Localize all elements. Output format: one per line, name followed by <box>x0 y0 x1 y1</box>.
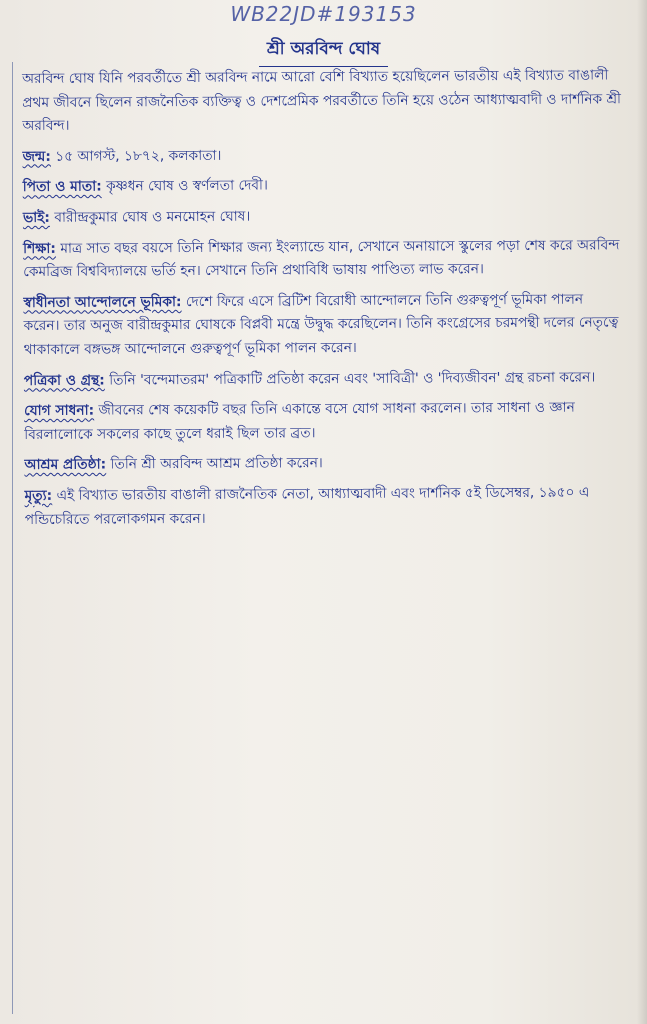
handwritten-body <box>22 64 625 539</box>
section-freedom-movement <box>23 288 623 362</box>
header-code: WB22JD#193153 <box>230 2 417 26</box>
section-label-education: শিক্ষা: <box>23 240 56 257</box>
section-education <box>23 234 623 285</box>
section-text-publications: তিনি 'বন্দেমাতরম' পত্রিকাটি প্রতিষ্ঠা করেন এবং 'সাবিত্রী' ও 'দিব্যজীবন' গ্রন্থ রচনা করেন। <box>109 369 596 389</box>
section-brothers <box>23 203 623 230</box>
page-title-wrap <box>0 36 647 67</box>
section-text-yoga: জীবনের শেষ কয়েকটি বছর তিনি একান্তে বসে যোগ সাধনা করলেন। তার সাধনা ও জ্ঞান বিরলালোকে সকলের কাছে তুলে ধরাই ছিল তার ব্রত। <box>24 399 575 443</box>
section-label-death: মৃত্যু: <box>24 487 53 504</box>
page-shadow <box>637 0 647 1024</box>
section-label-publications: পত্রিকা ও গ্রন্থ: <box>23 372 105 389</box>
section-yoga <box>24 396 624 447</box>
section-text-death: এই বিখ্যাত ভারতীয় বাঙালী রাজনৈতিক নেতা, আধ্যাত্মবাদী এবং দার্শনিক ৫ই ডিসেম্বর, ১৯৫০ এ পন্ডিচেরিতে পরলোকগমন করেন। <box>24 484 590 528</box>
section-text-freedom-movement: দেশে ফিরে এসে ব্রিটিশ বিরোধী আন্দোলনে তিনি গুরুত্বপূর্ণ ভূমিকা পালন করেন। তার অনুজ বারীন্দ্রকুমার ঘোষকে বিপ্লবী মন্ত্রে উদ্বুদ্ধ করেছিলেন। তিনি কংগ্রেসের চরমপন্থী দলের নেতৃত্বে থাকাকালে বঙ্গভঙ্গ আন্দোলনে গুরুত্বপূর্ণ ভূমিকা পালন করেন। <box>23 291 619 358</box>
section-label-birth: জন্ম: <box>22 148 51 165</box>
section-parents <box>23 173 623 200</box>
section-birth <box>22 142 622 169</box>
margin-line <box>12 62 13 1014</box>
section-label-parents: পিতা ও মাতা: <box>22 178 102 196</box>
intro-paragraph: অরবিন্দ ঘোষ যিনি পরবর্তীতে শ্রী অরবিন্দ নামে আরো বেশি বিখ্যাত হয়েছিলেন ভারতীয় এই বিখ্যাত বাঙালী প্রথম জীবনে ছিলেন রাজনৈতিক ব্যক্তিত্ব ও দেশপ্রেমিক পরবর্তীতে তিনি হয়ে ওঠেন আধ্যাত্মবাদী ও দার্শনিক শ্রী অরবিন্দ। <box>22 67 621 135</box>
section-label-freedom-movement: স্বাধীনতা আন্দোলনে ভূমিকা: <box>23 293 182 311</box>
section-text-brothers: বারীন্দ্রকুমার ঘোষ ও মনমোহন ঘোষ। <box>54 208 251 226</box>
section-text-ashram: তিনি শ্রী অরবিন্দ আশ্রম প্রতিষ্ঠা করেন। <box>110 455 323 473</box>
section-label-brothers: ভাই: <box>22 209 50 226</box>
section-death <box>25 481 625 532</box>
section-text-birth: ১৫ আগস্ট, ১৮৭২, কলকাতা। <box>55 147 222 165</box>
page-title: শ্রী অরবিন্দ ঘোষ <box>259 36 388 67</box>
section-label-ashram: আশ্রম প্রতিষ্ঠা: <box>24 456 107 474</box>
section-text-education: মাত্র সাত বছর বয়সে তিনি শিক্ষার জন্য ইংল্যান্ডে যান, সেখানে অনায়াসে স্কুলের পড়া শেষ করে অরবিন্দ কেমব্রিজ বিশ্ববিদ্যালয়ে ভর্তি হন। সেখানে তিনি প্রথাবিধি ভাষায় পাণ্ডিত্য লাভ করেন। <box>23 236 620 281</box>
section-ashram <box>24 451 624 478</box>
section-text-parents: কৃষ্ণধন ঘোষ ও স্বর্ণলতা দেবী। <box>106 177 268 195</box>
section-label-yoga: যোগ সাধনা: <box>24 402 95 420</box>
section-publications <box>24 366 624 393</box>
